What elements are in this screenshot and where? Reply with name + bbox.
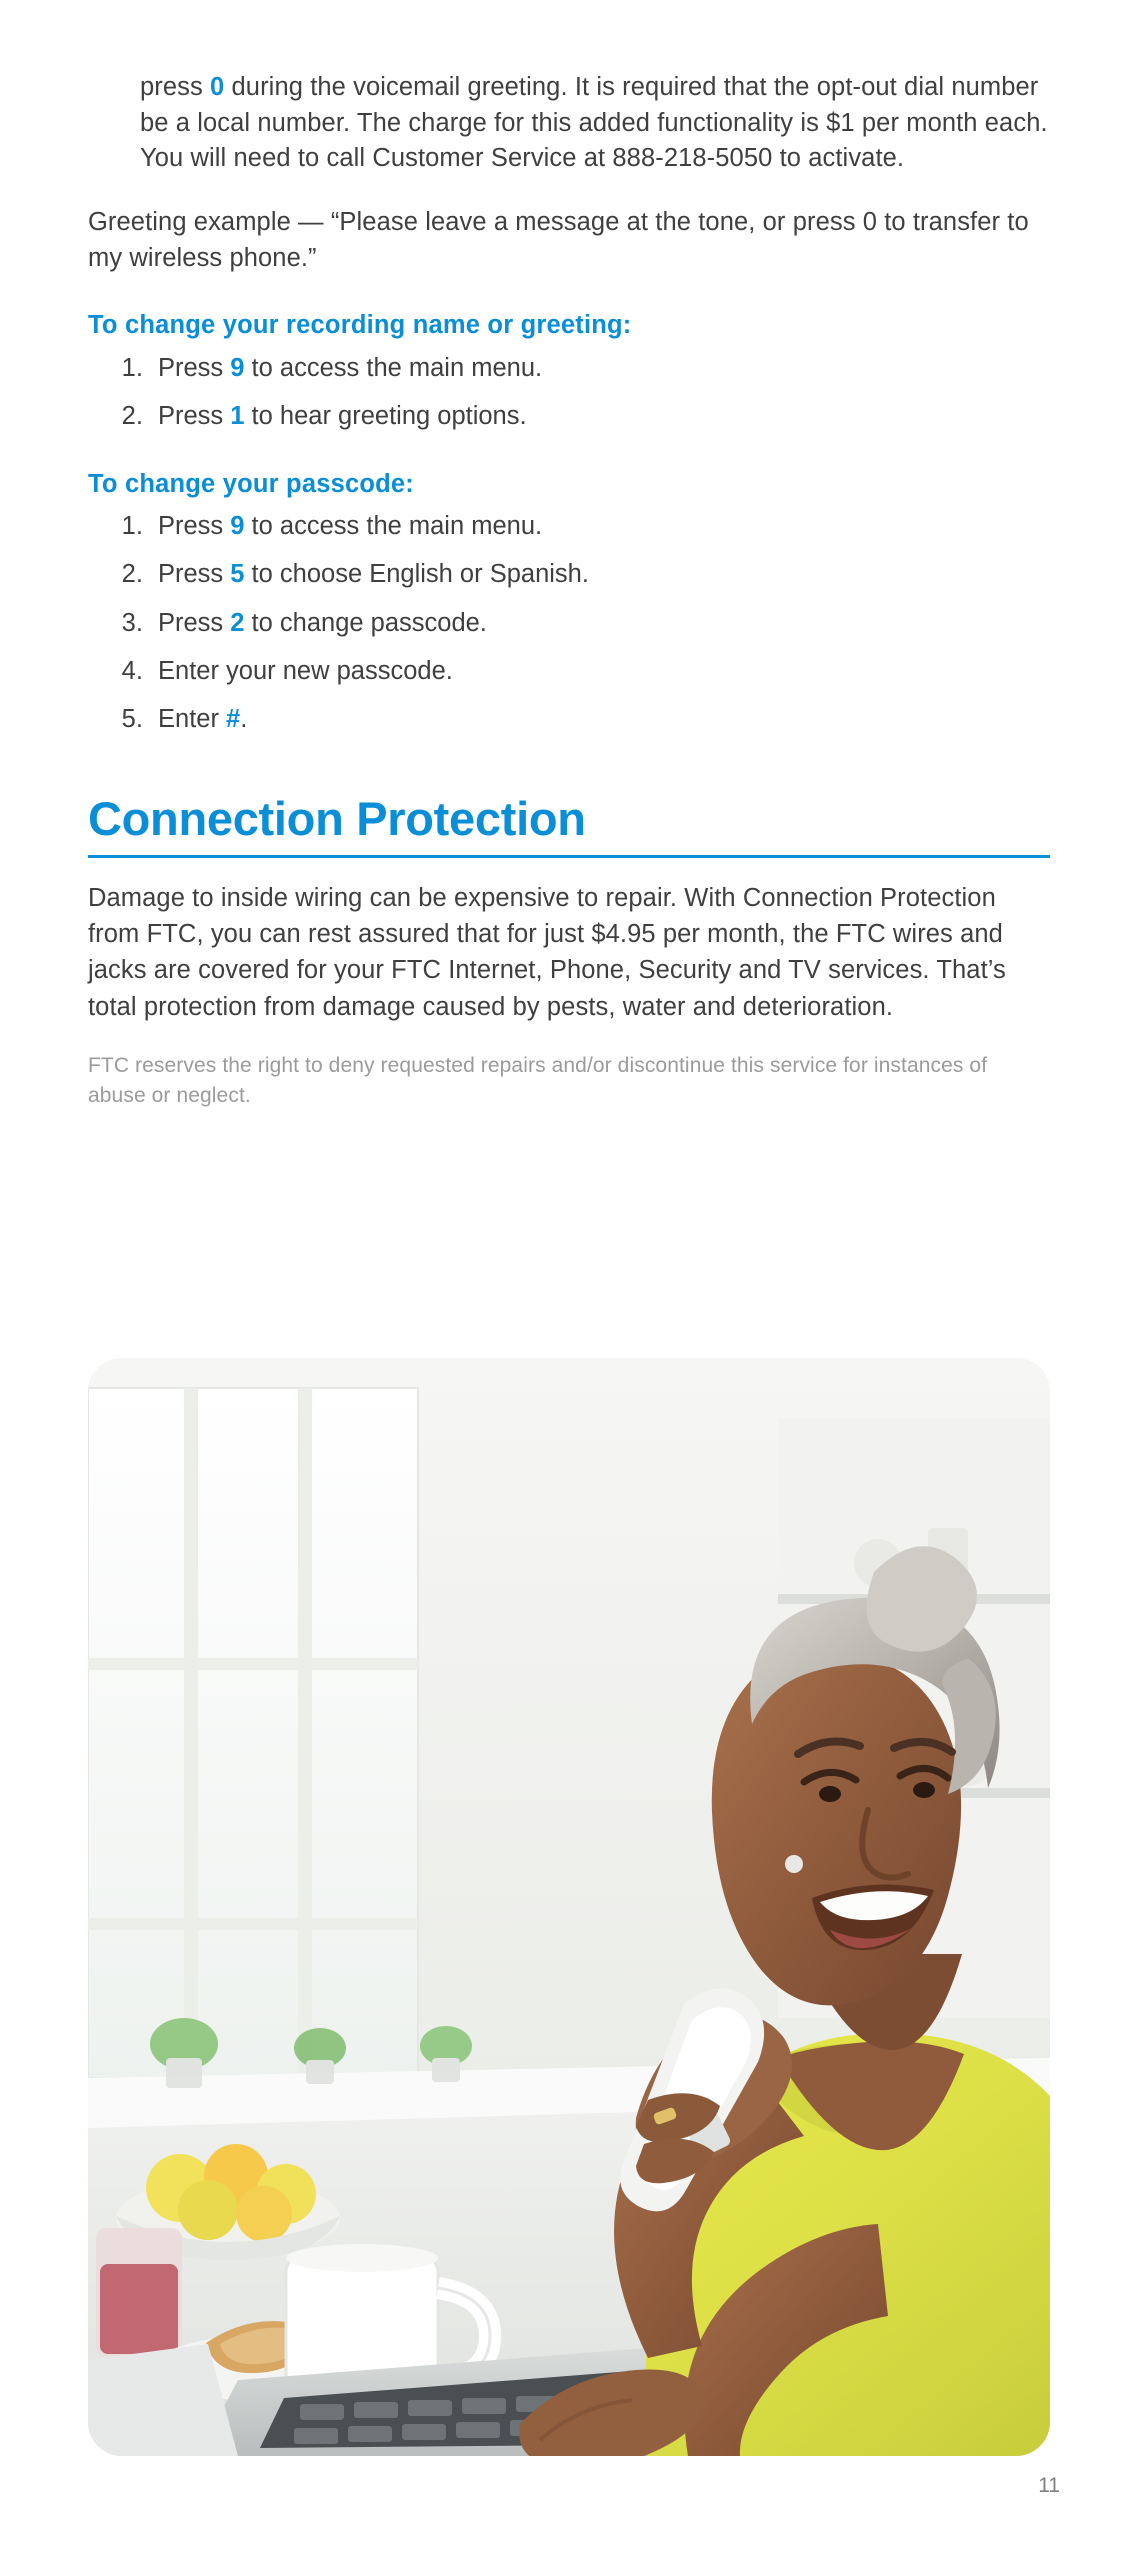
page-number: 11 <box>1038 2474 1060 2497</box>
intro-prefix: press <box>140 73 211 101</box>
list-item <box>150 556 1050 592</box>
step-pre: Press <box>158 512 231 541</box>
list-item <box>150 398 1050 434</box>
greeting-example-paragraph: Greeting example — “Please leave a message at the tone, or press 0 to transfer to my wireless phone.” <box>88 208 1029 272</box>
intro-key: 0 <box>210 73 225 101</box>
text-column <box>88 70 1050 1110</box>
intro-rest: during the voicemail greeting. It is required that the opt-out dial number be a local number. The charge for this added functionality is $1 per month each. You will need to call Customer Service at 888-218-5050 to activate. <box>140 73 1048 173</box>
step-key: 9 <box>230 512 245 541</box>
connection-protection-disclaimer: FTC reserves the right to deny requested repairs and/or discontinue this service for instances of abuse or neglect. <box>88 1053 988 1107</box>
step-post: to hear greeting options. <box>244 402 527 431</box>
list-item <box>150 350 1050 386</box>
voicemail-intro-paragraph <box>140 70 1050 177</box>
step-post: to change passcode. <box>244 608 487 637</box>
connection-protection-body: Damage to inside wiring can be expensive to repair. With Connection Protection from FTC, you can rest assured that for just $4.95 per month, the FTC wires and jacks are covered for your FTC Internet, Phone, Security and TV services. That’s total protection from damage caused by pests, water and deterioration. <box>88 883 1006 1021</box>
passcode-steps-list <box>88 508 1050 737</box>
step-key: 1 <box>230 402 245 431</box>
step-pre: Press <box>158 354 231 383</box>
list-item <box>150 653 1050 689</box>
step-pre: Press <box>158 608 231 637</box>
photo-woman-on-phone-with-laptop <box>88 1358 1050 2456</box>
step-pre: Press <box>158 402 231 431</box>
step-pre: Press <box>158 560 231 589</box>
step-pre: Enter your new passcode. <box>158 656 453 685</box>
list-item <box>150 605 1050 641</box>
step-post: . <box>240 705 248 734</box>
connection-protection-section <box>88 793 1050 1110</box>
passcode-heading: To change your passcode: <box>88 469 414 498</box>
step-post: to choose English or Spanish. <box>244 560 589 589</box>
step-key: 5 <box>230 560 245 589</box>
step-key: # <box>226 705 241 734</box>
step-key: 9 <box>230 354 245 383</box>
page-title: Connection Protection <box>88 792 586 846</box>
step-post: to access the main menu. <box>244 512 543 541</box>
step-pre: Enter <box>158 705 227 734</box>
list-item <box>150 508 1050 544</box>
recording-heading: To change your recording name or greeting: <box>88 311 632 340</box>
step-key: 2 <box>230 608 245 637</box>
step-post: to access the main menu. <box>244 354 543 383</box>
recording-steps-list <box>88 350 1050 434</box>
list-item <box>150 701 1050 737</box>
title-divider <box>88 855 1050 858</box>
